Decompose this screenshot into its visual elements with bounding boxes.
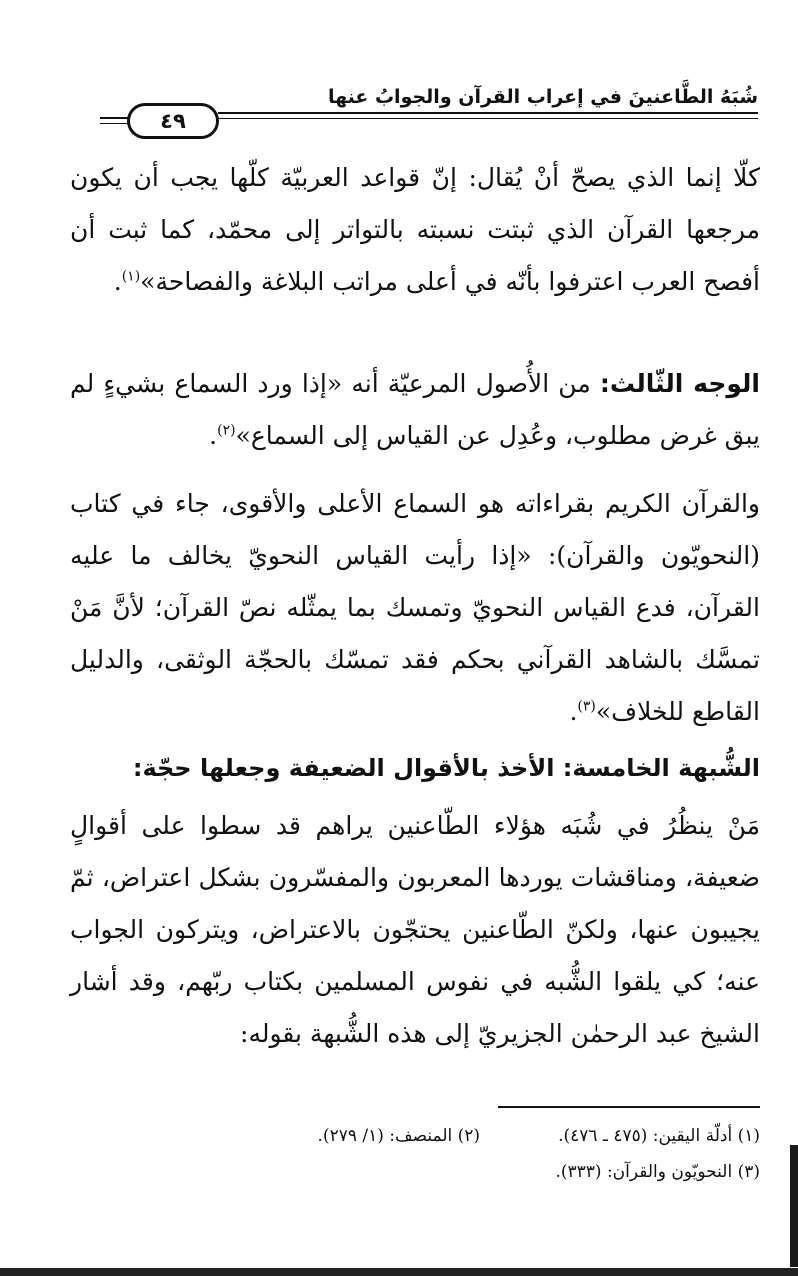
paragraph-2-text: من الأُصول المرعيّة أنه «إذا ورد السماع بشيءٍ لم يبق غرض مطلوب، وعُدِل عن القياس إلى السماع» xyxy=(70,369,760,450)
header-rule-left xyxy=(100,117,128,119)
paragraph-2-lead: الوجه الثّالث: xyxy=(599,369,760,398)
paragraph-3-end: . xyxy=(569,697,578,726)
scan-bottom-band xyxy=(0,1268,798,1276)
footnote-separator xyxy=(498,1106,760,1108)
paragraph-4 xyxy=(70,800,760,1060)
scan-edge-mark xyxy=(790,1145,798,1267)
footnote-2: (٢) المنصف: (١/ ٢٧٩). xyxy=(317,1126,481,1146)
page-number: ٤٩ xyxy=(127,103,219,139)
paragraph-1-end: . xyxy=(113,267,122,296)
paragraph-1-text: كلّا إنما الذي يصحّ أنْ يُقال: إنّ قواعد العربيّة كلّها يجب أن يكون مرجعها القرآن الذي ثبتت نسبته بالتواتر إلى محمّد، كما ثبت أن أفصح العرب اعترفوا بأنّه في أعلى مراتب البلاغة والفصاحة» xyxy=(70,163,760,296)
paragraph-3 xyxy=(70,478,760,738)
running-title: شُبَهُ الطَّاعنينَ في إعراب القرآن والجوابُ عنها xyxy=(327,86,758,108)
header-rule-main xyxy=(218,112,758,114)
paragraph-2-end: . xyxy=(209,421,218,450)
paragraph-2 xyxy=(70,358,760,462)
paragraph-1 xyxy=(70,152,760,308)
footnote-row xyxy=(70,1118,760,1154)
footnote-ref-1: (١) xyxy=(121,268,141,285)
footnote-ref-3: (٣) xyxy=(577,698,596,715)
paragraph-4-text: مَنْ ينظُرُ في شُبَه هؤلاء الطّاعنين يراهم قد سطوا على أقوالٍ ضعيفة، ومناقشات يوردها المعربون والمفسّرون بشكل اعتراض، ثمّ يجيبون عنها، ولكنّ الطّاعنين يحتجّون بالاعتراض، ويتركون الجواب عنه؛ كي يلقوا الشُّبه في نفوس المسلمين بكتاب ربّهم، وقد أشار الشيخ عبد الرحمٰن الجزيريّ إلى هذه الشُّبهة بقوله: xyxy=(70,811,760,1048)
footnote-1: (١) أدلّة اليقين: (٤٧٥ ـ ٤٧٦). xyxy=(558,1126,760,1146)
footnote-ref-2: (٢) xyxy=(217,422,236,439)
paragraph-3-text: والقرآن الكريم بقراءاته هو السماع الأعلى والأقوى، جاء في كتاب (النحويّون والقرآن): «إذا رأيت القياس النحويّ يخالف ما عليه القرآن، فدع القياس النحويّ وتمسك بما يمثّله نصّ القرآن؛ لأنَّ مَنْ تمسَّك بالشاهد القرآني بحكم فقد تمسّك بالحجّة الوثقى، والدليل القاطع للخلاف» xyxy=(70,489,760,726)
footnotes xyxy=(70,1118,760,1190)
section-heading: الشُّبهة الخامسة: الأخذ بالأقوال الضعيفة وجعلها حجّة: xyxy=(132,754,760,782)
header-rule-secondary xyxy=(218,118,758,119)
footnote-3: (٣) النحويّون والقرآن: (٣٣٣). xyxy=(555,1162,760,1182)
header-rule-left-secondary xyxy=(100,123,128,124)
